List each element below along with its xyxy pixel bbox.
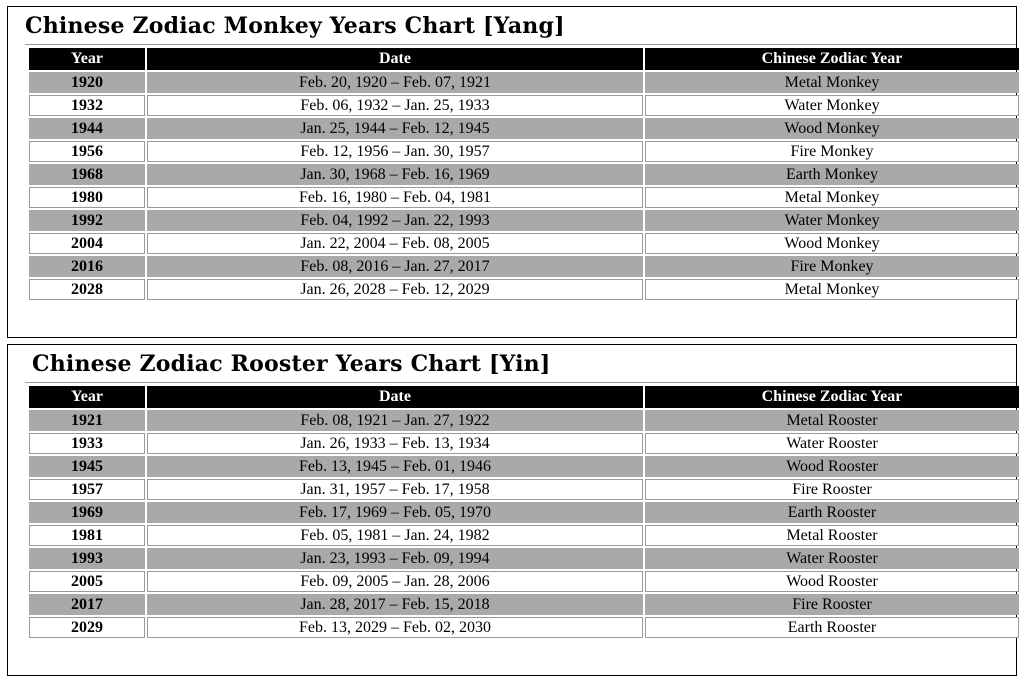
table-row — [29, 141, 1019, 162]
monkey-chart-title: Chinese Zodiac Monkey Years Chart [Yang] — [25, 13, 565, 39]
date-range-cell: Jan. 23, 1993 – Feb. 09, 1994 — [147, 548, 643, 569]
date-column-header: Date — [147, 48, 643, 70]
zodiac-year-column-header: Chinese Zodiac Year — [645, 386, 1019, 408]
table-row — [29, 187, 1019, 208]
year-cell: 1980 — [29, 187, 145, 208]
table-row — [29, 502, 1019, 523]
table-row — [29, 279, 1019, 300]
year-cell: 1992 — [29, 210, 145, 231]
date-range-cell: Feb. 05, 1981 – Jan. 24, 1982 — [147, 525, 643, 546]
zodiac-year-cell: Wood Monkey — [645, 118, 1019, 139]
zodiac-year-cell: Fire Rooster — [645, 594, 1019, 615]
zodiac-year-cell: Wood Rooster — [645, 571, 1019, 592]
table-row — [29, 594, 1019, 615]
date-range-cell: Feb. 06, 1932 – Jan. 25, 1933 — [147, 95, 643, 116]
date-range-cell: Jan. 28, 2017 – Feb. 15, 2018 — [147, 594, 643, 615]
zodiac-year-cell: Metal Monkey — [645, 187, 1019, 208]
date-range-cell: Feb. 08, 2016 – Jan. 27, 2017 — [147, 256, 643, 277]
year-cell: 1956 — [29, 141, 145, 162]
table-row — [29, 410, 1019, 431]
date-range-cell: Feb. 17, 1969 – Feb. 05, 1970 — [147, 502, 643, 523]
year-cell: 1968 — [29, 164, 145, 185]
rooster-chart-title: Chinese Zodiac Rooster Years Chart [Yin] — [32, 351, 551, 377]
year-cell: 1921 — [29, 410, 145, 431]
rooster-years-table — [27, 384, 1021, 640]
date-column-header: Date — [147, 386, 643, 408]
year-cell: 1957 — [29, 479, 145, 500]
year-cell: 1920 — [29, 72, 145, 93]
date-range-cell: Jan. 22, 2004 – Feb. 08, 2005 — [147, 233, 643, 254]
date-range-cell: Jan. 26, 2028 – Feb. 12, 2029 — [147, 279, 643, 300]
table-row — [29, 95, 1019, 116]
year-cell: 1993 — [29, 548, 145, 569]
date-range-cell: Jan. 30, 1968 – Feb. 16, 1969 — [147, 164, 643, 185]
year-column-header: Year — [29, 386, 145, 408]
date-range-cell: Feb. 04, 1992 – Jan. 22, 1993 — [147, 210, 643, 231]
year-cell: 2017 — [29, 594, 145, 615]
year-cell: 1944 — [29, 118, 145, 139]
year-cell: 2005 — [29, 571, 145, 592]
zodiac-year-cell: Metal Monkey — [645, 279, 1019, 300]
date-range-cell: Feb. 09, 2005 – Jan. 28, 2006 — [147, 571, 643, 592]
zodiac-year-cell: Water Monkey — [645, 210, 1019, 231]
table-row — [29, 525, 1019, 546]
zodiac-year-cell: Fire Monkey — [645, 256, 1019, 277]
year-cell: 1933 — [29, 433, 145, 454]
title-divider — [25, 382, 1016, 383]
year-cell: 2029 — [29, 617, 145, 638]
year-cell: 1932 — [29, 95, 145, 116]
table-row — [29, 233, 1019, 254]
title-divider — [25, 44, 1016, 45]
zodiac-year-column-header: Chinese Zodiac Year — [645, 48, 1019, 70]
zodiac-year-cell: Earth Rooster — [645, 502, 1019, 523]
monkey-table-body — [29, 72, 1019, 300]
year-cell: 2016 — [29, 256, 145, 277]
table-row — [29, 72, 1019, 93]
table-row — [29, 571, 1019, 592]
date-range-cell: Feb. 13, 1945 – Feb. 01, 1946 — [147, 456, 643, 477]
zodiac-year-cell: Water Rooster — [645, 433, 1019, 454]
zodiac-year-cell: Earth Rooster — [645, 617, 1019, 638]
date-range-cell: Jan. 26, 1933 – Feb. 13, 1934 — [147, 433, 643, 454]
zodiac-year-cell: Metal Monkey — [645, 72, 1019, 93]
date-range-cell: Feb. 16, 1980 – Feb. 04, 1981 — [147, 187, 643, 208]
year-cell: 2004 — [29, 233, 145, 254]
zodiac-year-cell: Metal Rooster — [645, 525, 1019, 546]
table-row — [29, 164, 1019, 185]
table-row — [29, 256, 1019, 277]
zodiac-year-cell: Wood Rooster — [645, 456, 1019, 477]
monkey-chart-panel — [7, 6, 1017, 338]
monkey-years-table — [27, 46, 1021, 302]
date-range-cell: Feb. 12, 1956 – Jan. 30, 1957 — [147, 141, 643, 162]
table-row — [29, 479, 1019, 500]
table-row — [29, 210, 1019, 231]
year-column-header: Year — [29, 48, 145, 70]
zodiac-year-cell: Earth Monkey — [645, 164, 1019, 185]
year-cell: 1981 — [29, 525, 145, 546]
zodiac-year-cell: Water Monkey — [645, 95, 1019, 116]
table-row — [29, 456, 1019, 477]
rooster-table-body — [29, 410, 1019, 638]
date-range-cell: Feb. 08, 1921 – Jan. 27, 1922 — [147, 410, 643, 431]
date-range-cell: Feb. 20, 1920 – Feb. 07, 1921 — [147, 72, 643, 93]
table-row — [29, 617, 1019, 638]
date-range-cell: Jan. 31, 1957 – Feb. 17, 1958 — [147, 479, 643, 500]
rooster-chart-panel — [7, 344, 1017, 676]
table-row — [29, 433, 1019, 454]
zodiac-year-cell: Fire Rooster — [645, 479, 1019, 500]
zodiac-year-cell: Metal Rooster — [645, 410, 1019, 431]
table-header-row — [29, 48, 1019, 70]
date-range-cell: Feb. 13, 2029 – Feb. 02, 2030 — [147, 617, 643, 638]
zodiac-year-cell: Water Rooster — [645, 548, 1019, 569]
table-row — [29, 548, 1019, 569]
year-cell: 2028 — [29, 279, 145, 300]
table-row — [29, 118, 1019, 139]
table-header-row — [29, 386, 1019, 408]
date-range-cell: Jan. 25, 1944 – Feb. 12, 1945 — [147, 118, 643, 139]
zodiac-year-cell: Fire Monkey — [645, 141, 1019, 162]
year-cell: 1969 — [29, 502, 145, 523]
year-cell: 1945 — [29, 456, 145, 477]
zodiac-year-cell: Wood Monkey — [645, 233, 1019, 254]
